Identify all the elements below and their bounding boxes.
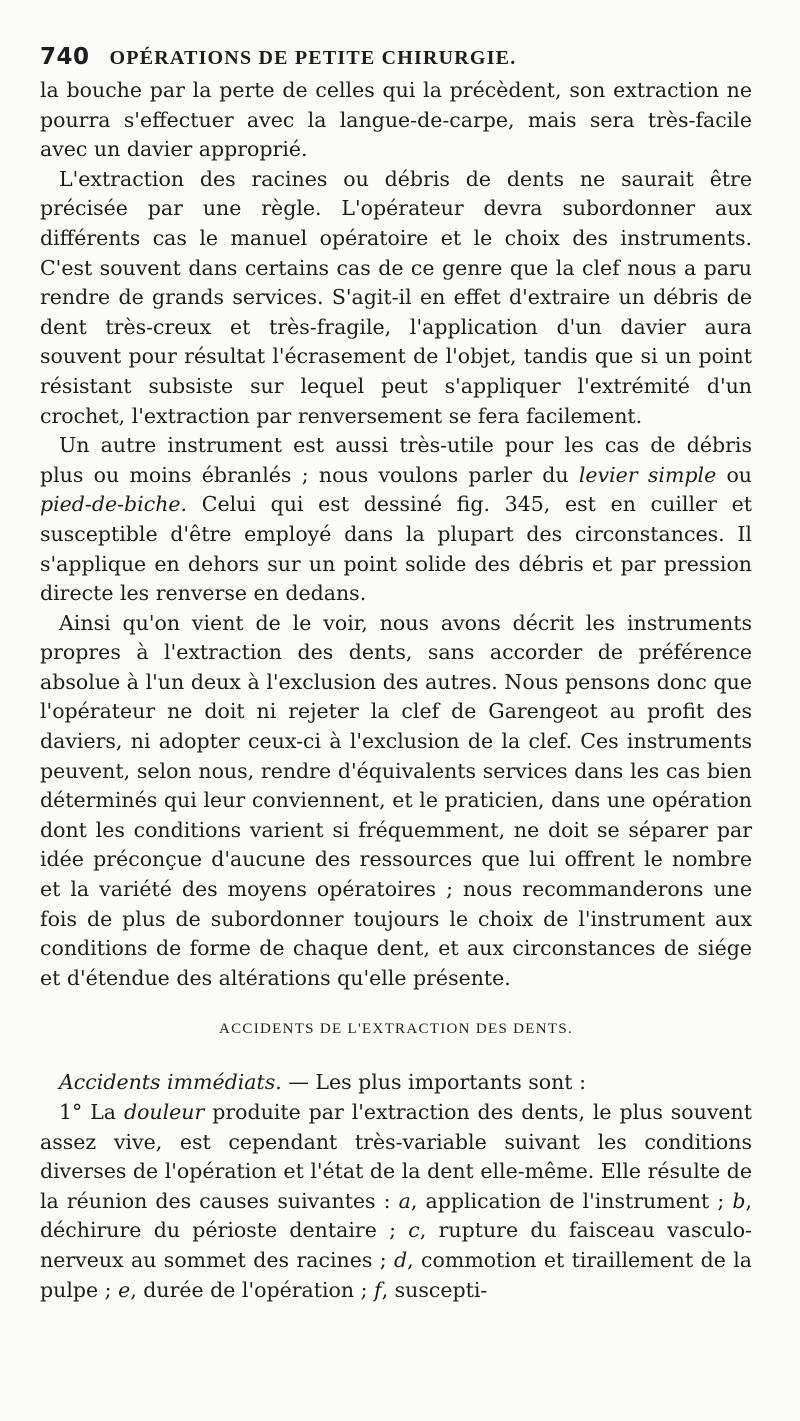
list-letter: c [408, 1218, 420, 1243]
page-header [40, 44, 752, 70]
list-letter: a [398, 1188, 411, 1213]
text-run: ou [716, 462, 753, 487]
text-run: 1° La [59, 1100, 124, 1124]
text-run: , commotion et tiraillement de la pulpe ; [40, 1247, 752, 1302]
text-run: Celui qui est dessiné fig. 345, est en cuiller et susceptible d'être employé dans la plupart des circonstances. Il s'applique en dehors sur un point solide des débris et par pression directe les renverse en dedans. [40, 492, 752, 606]
text-run: — Les plus importants sont : [281, 1070, 586, 1095]
term-douleur: douleur [123, 1100, 205, 1124]
text-run: , durée de l'opération ; [130, 1277, 375, 1302]
paragraph-root-extraction: L'extraction des racines ou débris de dents ne saurait être précisée par une règle. L'opérateur devra subordonner aux différents cas le manuel opératoire et le choix des instruments. C'est souvent dans certains cas de ce genre que la clef nous a paru rendre de grands services. S'agit-il en effet d'extraire un débris de dent très-creux et très-fragile, l'application d'un davier aura souvent pour résultat l'écrasement de l'objet, tandis que si un point résistant subsiste sur lequel peut s'appliquer l'extrémité d'un crochet, l'extraction par renversement se fera facilement. [40, 166, 752, 428]
section-heading: ACCIDENTS DE L'EXTRACTION DES DENTS. [218, 1021, 574, 1038]
text-run: , application de l'instrument ; [410, 1188, 733, 1213]
list-letter: b [732, 1188, 746, 1213]
book-page [40, 44, 752, 1305]
paragraph-conclusion: Ainsi qu'on vient de le voir, nous avons décrit les instruments propres à l'extraction des dents, sans accorder de préférence absolue à l'un deux à l'exclusion des autres. Nous pensons donc que l'opérateur ne doit ni rejeter la clef de Garengeot au profit des daviers, ni adopter ceux-ci à l'exclusion de la clef. Ces instruments peuvent, selon nous, rendre d'équivalents services dans les cas bien déterminés qui leur conviennent, et le praticien, dans une opération dont les conditions varient si fréquemment, ne doit se séparer par idée préconçue d'aucune des ressources que lui offrent le nombre et la variété des moyens opératoires ; nous recommanderons une fois de plus de subordonner toujours le choix de l'instrument aux conditions de forme de chaque dent, et aux circonstances de siége et d'étendue des altérations qu'elle présente. [40, 610, 752, 990]
accidents-title: Accidents immédiats. [59, 1070, 282, 1095]
list-letter: d [394, 1247, 408, 1272]
text-run: , déchirure du périoste dentaire ; [40, 1188, 752, 1243]
list-letter: f [374, 1277, 382, 1302]
list-letter: e [118, 1277, 131, 1302]
paragraph-lever [40, 431, 752, 609]
term-levier-simple: levier simple [578, 462, 717, 487]
paragraph-accidents-intro [40, 1068, 752, 1098]
text-run: , suscepti- [381, 1277, 488, 1302]
paragraph-pain [40, 1098, 752, 1305]
term-pied-de-biche: pied-de-biche. [40, 492, 188, 517]
paragraph-continuation: la bouche par la perte de celles qui la précèdent, son extraction ne pourra s'effectuer avec la langue-de-carpe, mais sera très-facile avec un davier approprié. [40, 78, 752, 162]
running-head: OPÉRATIONS DE PETITE CHIRURGIE. [109, 47, 517, 69]
page-number: 740 [40, 44, 90, 70]
text-run: , rupture du faisceau vasculo-nerveux au sommet des racines ; [40, 1218, 752, 1272]
text-run: produite par l'extraction des dents, le plus souvent assez vive, est cependant très-variable suivant les conditions diverses de l'opération et l'état de la dent elle-même. Elle résulte de la réunion des causes suivantes : [40, 1100, 752, 1213]
text-run: Un autre instrument est aussi très-utile pour les cas de débris plus ou moins ébranlés ; nous voulons parler du [40, 433, 752, 487]
